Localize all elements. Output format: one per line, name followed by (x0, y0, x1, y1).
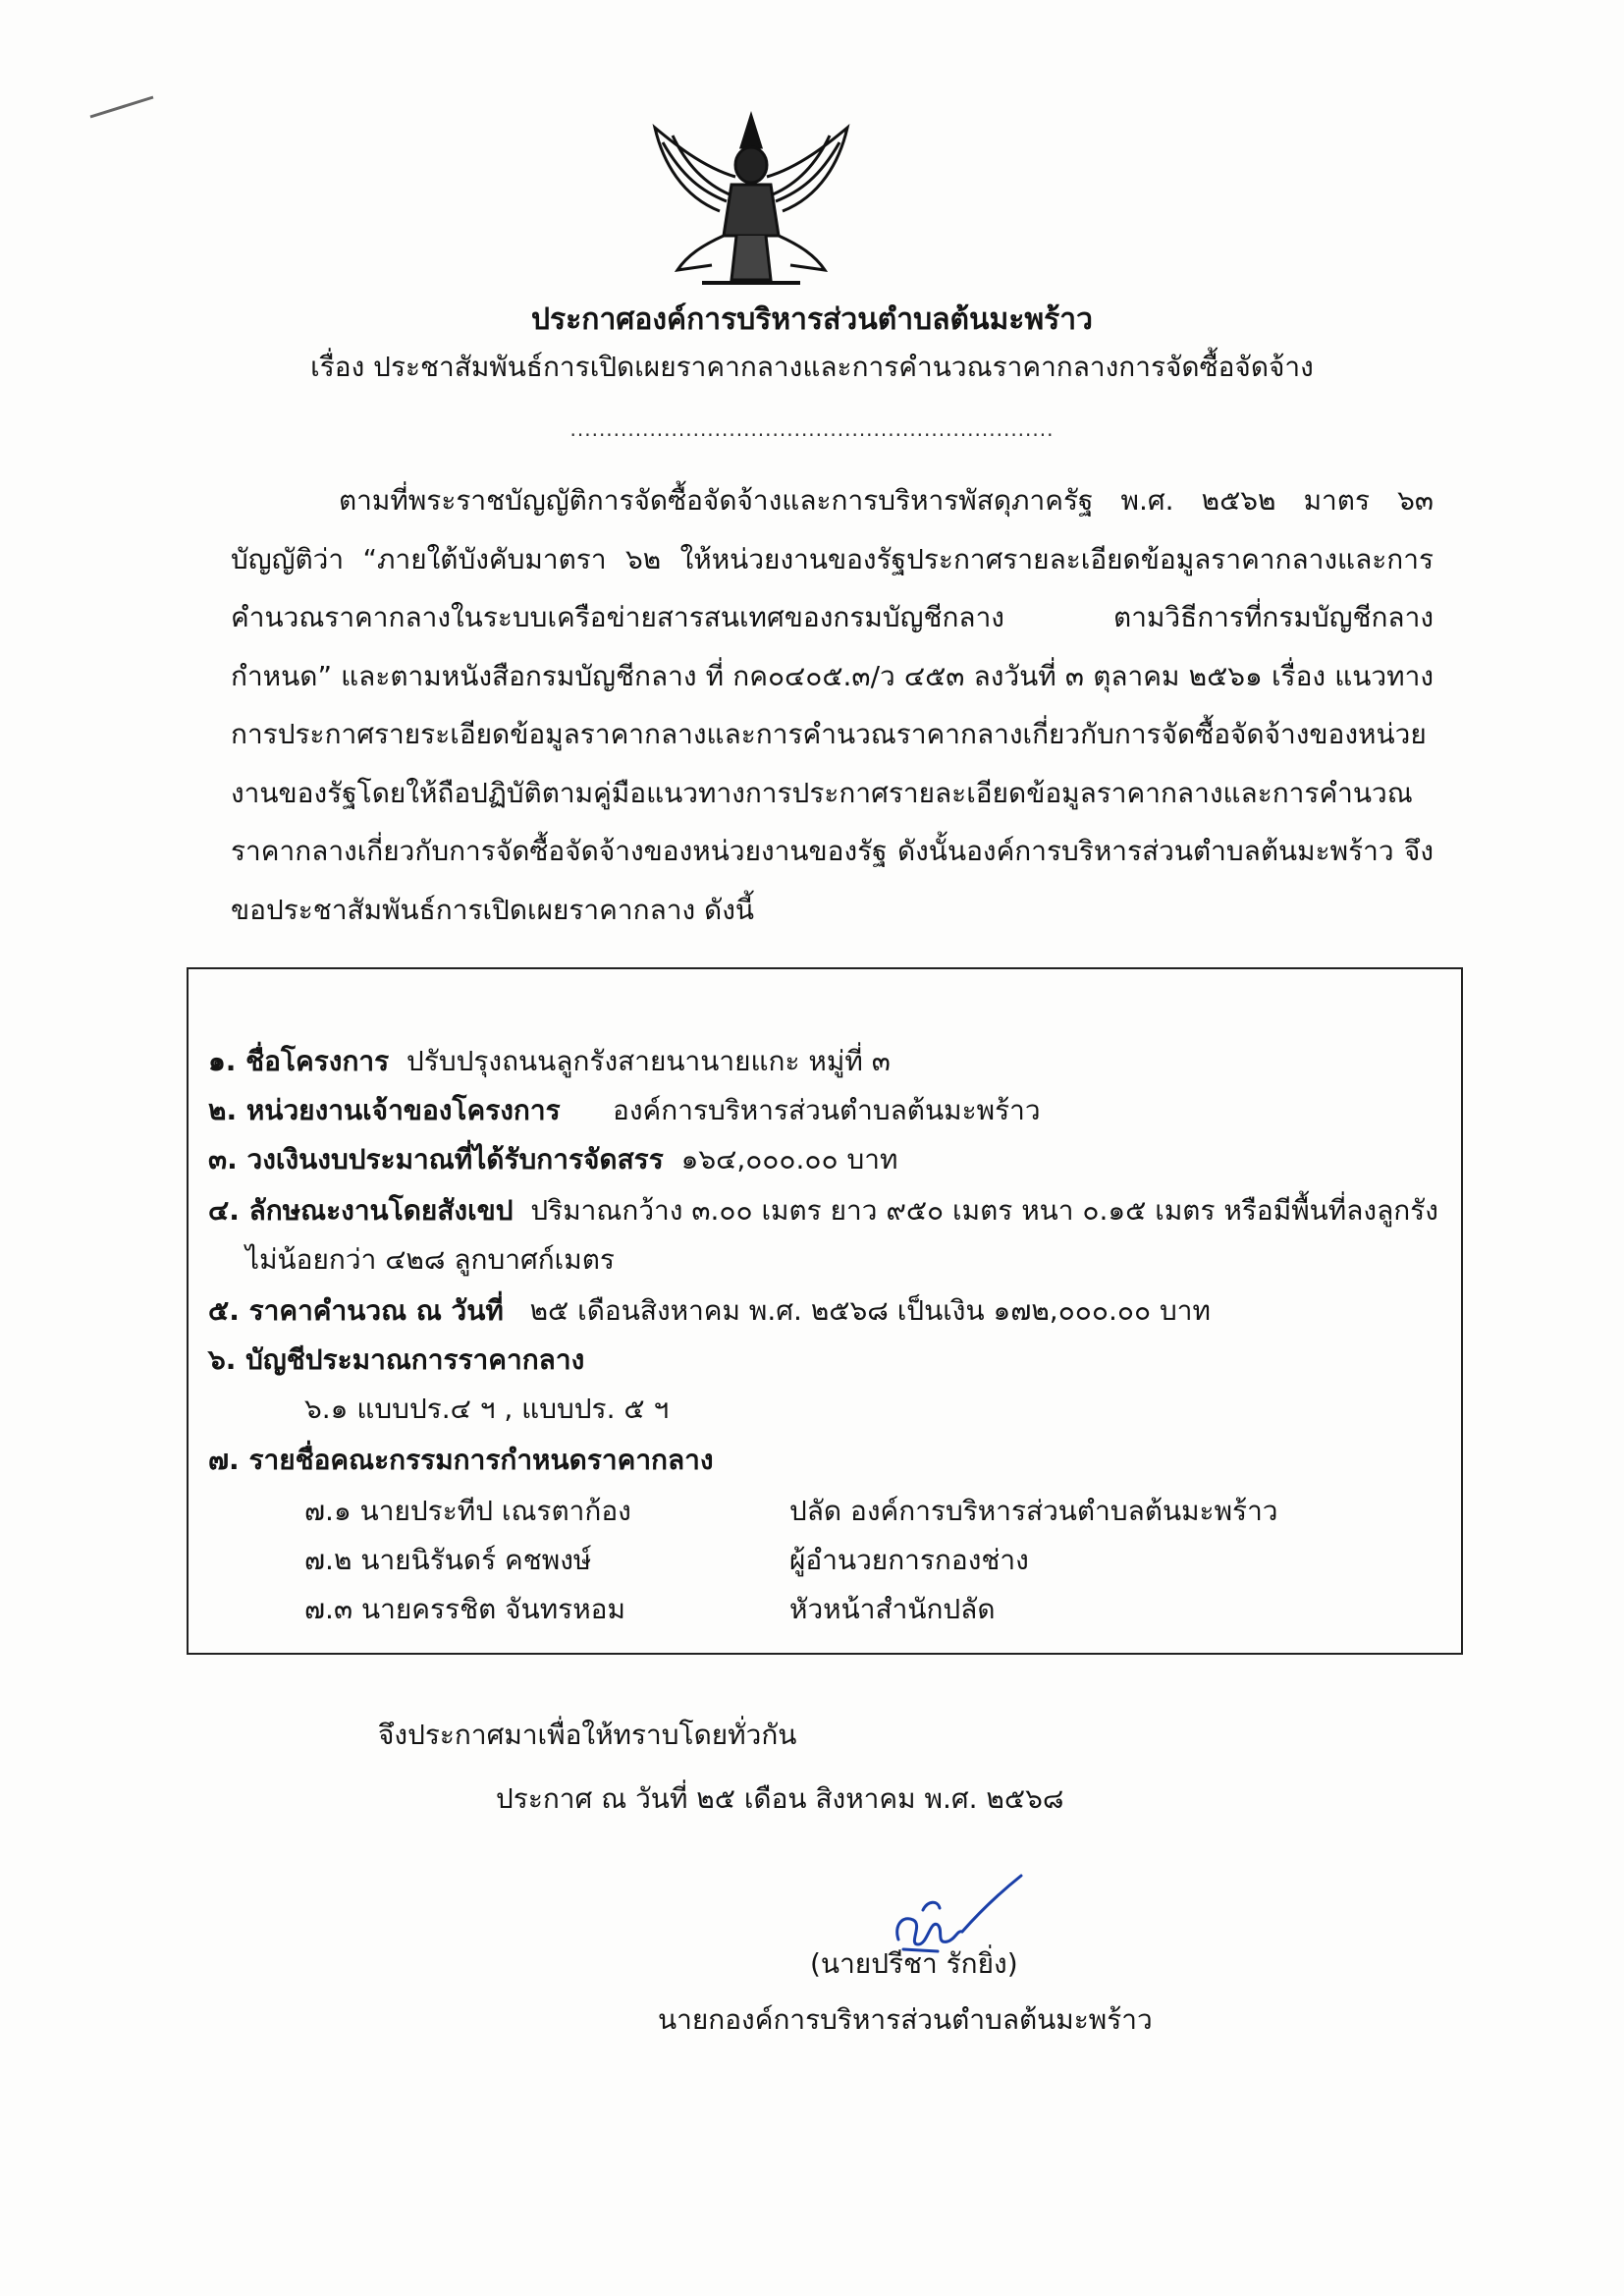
item-work-description: ๔. ลักษณะงานโดยสังเขป ปริมาณกว้าง ๓.๐๐ เมตร ยาว ๙๕๐ เมตร หนา ๐.๑๕ เมตร หรือมีพื้นที่ลงลูกรัง (208, 1194, 1438, 1227)
item-committee: ๗. รายชื่อคณะกรรมการกำหนดราคากลาง (208, 1444, 714, 1476)
page-title: ประกาศองค์การบริหารส่วนตำบลต้นมะพร้าว (531, 302, 1093, 337)
committee-member-position: ผู้อำนวยการกองช่าง (789, 1544, 1029, 1576)
signer-position: นายกองค์การบริหารส่วนตำบลต้นมะพร้าว (658, 2003, 1153, 2036)
paragraph-text: ตามที่พระราชบัญญัติการจัดซื้อจัดจ้างและการบริหารพัสดุภาครัฐ พ.ศ. ๒๕๖๒ มาตร ๖๓ บัญญัติว่า “ภายใต้บังคับมาตรา ๖๒ ให้หน่วยงานของรัฐประกาศรายละเอียดข้อมูลราคากลางและการคำนวณราคากลางในระบบเครือข่ายสารสนเทศของกรมบัญชีกลาง ตามวิธีการที่กรมบัญชีกลางกำหนด” และตามหนังสือกรมบัญชีกลาง ที่ กค๐๔๐๕.๓/ว ๔๕๓ ลงวันที่ ๓ ตุลาคม ๒๕๖๑ เรื่อง แนวทางการประกาศรายระเอียดข้อมูลราคากลางและการคำนวณราคากลางเกี่ยวกับการจัดซื้อจัดจ้างของหน่วยงานของรัฐโดยให้ถือปฏิบัติตามคู่มือแนวทางการประกาศรายละเอียดข้อมูลราคากลางและการคำนวณราคากลางเกี่ยวกับการจัดซื้อจัดจ้างของหน่วยงานของรัฐ ดังนั้นองค์การบริหารส่วนตำบลต้นมะพร้าว จึงขอประชาสัมพันธ์การเปิดเผยราคากลาง ดังนี้ (231, 484, 1434, 926)
item-project-owner: ๒. หน่วยงานเจ้าของโครงการ องค์การบริหารส่วนตำบลต้นมะพร้าว (208, 1094, 1041, 1126)
pen-mark (88, 93, 157, 123)
committee-member-position: ปลัด องค์การบริหารส่วนตำบลต้นมะพร้าว (789, 1495, 1278, 1527)
signer-name: (นายปรีชา รักยิ่ง) (810, 1947, 1018, 1980)
item-budget: ๓. วงเงินงบประมาณที่ได้รับการจัดสรร ๑๖๔,๐๐๐.๐๐ บาท (208, 1143, 898, 1175)
subject-line: เรื่อง ประชาสัมพันธ์การเปิดเผยราคากลางและการคำนวณราคากลางการจัดซื้อจัดจ้าง (310, 351, 1314, 383)
item-calculated-price: ๕. ราคาคำนวณ ณ วันที่ ๒๕ เดือนสิงหาคม พ.ศ. ๒๕๖๘ เป็นเงิน ๑๗๒,๐๐๐.๐๐ บาท (208, 1294, 1211, 1327)
item-project-name: ๑. ชื่อโครงการ ปรับปรุงถนนลูกรังสายนานายแกะ หมู่ที่ ๓ (208, 1045, 891, 1077)
committee-member-position: หัวหน้าสำนักปลัด (789, 1593, 996, 1625)
committee-member-name: ๗.๒ นายนิรันดร์ คชพงษ์ (304, 1544, 592, 1576)
item-work-description-cont: ไม่น้อยกว่า ๔๒๘ ลูกบาศก์เมตร (245, 1243, 615, 1276)
committee-member-name: ๗.๑ นายประทีป เณรตาก้อง (304, 1495, 631, 1527)
garuda-emblem-icon (643, 108, 859, 295)
closing-statement: จึงประกาศมาเพื่อให้ทราบโดยทั่วกัน (378, 1719, 797, 1751)
body-paragraph (231, 471, 1434, 939)
details-box (187, 967, 1463, 1655)
item-price-estimate-forms: ๖.๑ แบบปร.๔ ฯ , แบบปร. ๕ ฯ (304, 1393, 670, 1425)
announcement-date: ประกาศ ณ วันที่ ๒๕ เดือน สิงหาคม พ.ศ. ๒๕๖๘ (496, 1782, 1064, 1815)
committee-member-name: ๗.๓ นายครรชิต จันทรหอม (304, 1593, 625, 1625)
dotted-separator: ................................................................... (569, 417, 1055, 441)
item-price-estimate: ๖. บัญชีประมาณการราคากลาง (208, 1343, 585, 1376)
